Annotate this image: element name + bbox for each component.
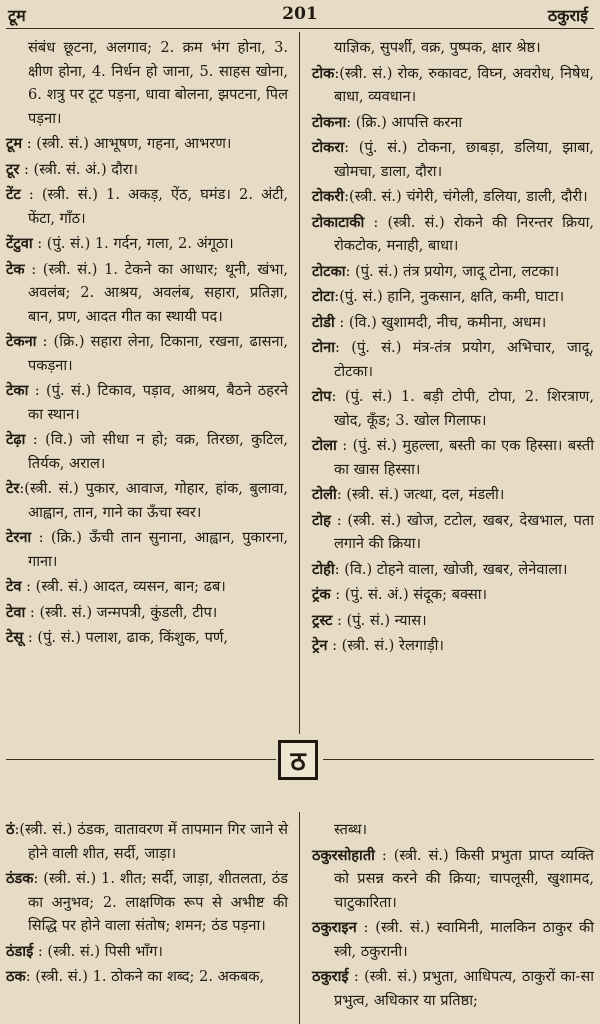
entry-headword: ट्रेन [312, 637, 328, 654]
entry-headword: टेढ़ा [6, 431, 26, 448]
dictionary-entry [6, 940, 288, 964]
entry-headword: टेवा [6, 603, 26, 621]
dictionary-entry [312, 844, 594, 915]
entry-headword: टोही [312, 560, 335, 578]
entry-headword: टेंट [6, 186, 21, 203]
entry-headword: ठंडाई [6, 942, 34, 960]
entry-definition: : (स्त्री. सं.) पिसी भाँग। [33, 942, 163, 960]
entry-definition: : (स्त्री. सं.) 1. टेकने का आधार; थूनी, खंभा, अवलंब; 2. आश्रय, अवलंब, सहारा, प्रतिज्ञा, बान, प्रण, आदत गीत का स्थायी पद। [24, 260, 288, 325]
entry-definition: : (स्त्री. सं.) खोज, टटोल, खबर, देखभाल, पता लगाने की क्रिया। [330, 511, 594, 552]
column-divider-top [299, 32, 300, 734]
dictionary-entry [6, 477, 288, 524]
entry-definition: :(पुं. सं.) हानि, नुकसान, क्षति, कमी, घाटा। [334, 288, 565, 305]
entry-definition: : (स्त्री. सं.) 1. ठोकने का शब्द; 2. अकबक, [25, 968, 265, 985]
entry-definition: : (पुं. सं.) मंत्र-तंत्र प्रयोग, अभिचार, जादू, टोटका। [334, 339, 594, 380]
column-divider-bottom [299, 812, 300, 1024]
entry-headword: ट्रस्ट [312, 611, 333, 629]
entry-headword: ठंडक [6, 870, 34, 887]
entry-headword: टेसू [6, 629, 24, 646]
header-last-guideword: ठकुराई [547, 6, 588, 25]
dictionary-entry [312, 916, 594, 963]
entry-headword: टूम [6, 135, 23, 152]
entry-definition: :(स्त्री. सं.) ठंडक, वातावरण में तापमान गिर जाने से होने वाली शीत, सर्दी, जाड़ा। [14, 821, 288, 862]
dictionary-entry [6, 36, 288, 130]
entry-definition: संबंध छूटना, अलगाव; 2. क्रम भंग होना, 3. क्षीण होना, 4. निर्धन हो जाना, 5. साहस खोना, 6. शत्रु पर टूट पड़ना, धावा बोलना, झपटना, पिल पड़ना। [28, 39, 288, 127]
entry-headword: ठकुरसोहाती [312, 846, 375, 864]
entry-definition: : (स्त्री. सं.) स्वामिनी, मालकिन ठाकुर की स्त्री, ठकुरानी। [334, 919, 594, 960]
entry-definition: : (स्त्री. सं.) आभूषण, गहना, आभरण। [22, 135, 232, 152]
column-bottom-right [312, 818, 594, 1014]
entry-definition: : (स्त्री. सं.) आदत, व्यसन, बान; ढब। [21, 578, 226, 595]
section-letter-box: ठ [278, 740, 318, 780]
entry-definition: : (वि.) खुशामदी, नीच, कमीना, अधम। [334, 313, 547, 331]
dictionary-entry [6, 232, 288, 256]
dictionary-entry [6, 330, 288, 377]
entry-headword: टोह [312, 511, 331, 529]
entry-definition: : (स्त्री. सं.) जन्मपत्री, कुंडली, टीप। [25, 603, 218, 621]
entry-headword: टोडी [312, 313, 335, 331]
dictionary-entry [312, 634, 594, 658]
entry-headword: टोप [312, 388, 332, 405]
dictionary-entry [312, 434, 594, 481]
dictionary-entry [312, 36, 594, 60]
entry-definition: : (स्त्री. सं.) जत्था, दल, मंडली। [336, 486, 505, 503]
entry-definition: : (स्त्री. सं.) 1. शीत; सर्दी, जाड़ा, शीतलता, ठंड का अनुभव; 2. लाक्षणिक रूप से अभीष्ट की सिद्धि पर होने वाला संतोष; शमन; ठंड पड़ना। [28, 870, 288, 934]
entry-definition: : (स्त्री. सं. अं.) दौरा। [19, 160, 139, 178]
dictionary-entry [6, 965, 288, 989]
dictionary-entry [6, 428, 288, 475]
dictionary-entry [6, 526, 288, 573]
entry-headword: ठकुराई [312, 968, 349, 985]
entry-definition: : (पुं. सं.) मुहल्ला, बस्ती का एक हिस्सा। बस्ती का खास हिस्सा। [334, 437, 594, 478]
entry-headword: टेव [6, 578, 22, 595]
dictionary-entry [6, 183, 288, 230]
column-top-right [312, 36, 594, 660]
header-rule [6, 28, 594, 29]
entry-definition: : (क्रि.) ऊँची तान सुनाना, आह्वान, पुकारना, गाना। [28, 529, 288, 570]
page-number: 201 [282, 4, 318, 24]
entry-definition: : (पुं. सं.) पलाश, ढाक, किंशुक, पर्ण, [23, 629, 229, 646]
entry-definition: : (पुं. सं.) टोकना, छाबड़ा, डलिया, झाबा, खोमचा, डाला, दौरा। [334, 139, 594, 180]
entry-definition: :(स्त्री. सं.) चंगेरी, चंगेली, डलिया, डाली, दौरी। [344, 188, 588, 205]
entry-headword: टोली [312, 486, 337, 503]
dictionary-entry [6, 818, 288, 865]
dictionary-entry [312, 965, 594, 1012]
entry-definition: : (स्त्री. सं.) किसी प्रभुता प्राप्त व्यक्ति को प्रसन्न करने की क्रिया; चापलूसी, खुशामद, चाटुकारिता। [334, 846, 594, 911]
entry-headword: टेर [6, 480, 20, 497]
entry-definition: :(स्त्री. सं.) पुकार, आवाज, गोहार, हांक, बुलावा, आह्वान, तान, गाने का ऊँचा स्वर। [19, 480, 288, 521]
dictionary-entry [312, 185, 594, 209]
dictionary-entry [6, 626, 288, 650]
entry-headword: टेक [6, 260, 25, 278]
dictionary-entry [312, 260, 594, 284]
dictionary-entry [312, 211, 594, 258]
section-rule-right [323, 759, 594, 760]
entry-definition: : (स्त्री. सं.) 1. अकड़, ऐंठ, घमंड। 2. अंटी, फेंटा, गाँठ। [20, 186, 288, 227]
entry-headword: टोटा [312, 288, 335, 305]
dictionary-entry [6, 867, 288, 938]
dictionary-entry [312, 583, 594, 607]
entry-definition: : (पुं. सं.) न्यास। [332, 611, 427, 629]
column-bottom-left [6, 818, 288, 991]
entry-definition: : (क्रि.) सहारा लेना, टिकाना, रखना, ढासना, पकड़ना। [28, 333, 288, 374]
entry-definition: : (वि.) जो सीधा न हो; वक्र, तिरछा, कुटिल, तिर्यक, अराल। [25, 431, 288, 472]
entry-headword: टोकना [312, 113, 347, 131]
entry-definition: :(स्त्री. सं.) रोक, रुकावट, विघ्न, अवरोध, निषेध, बाधा, व्यवधान। [334, 64, 594, 105]
entry-headword: टेकना [6, 333, 37, 350]
entry-headword: टोटका [312, 262, 346, 280]
entry-definition: : (स्त्री. सं.) रोकने की निरन्तर क्रिया, रोकटोक, मनाही, बाधा। [334, 213, 594, 254]
entry-headword: टूर [6, 160, 20, 178]
section-rule-left [6, 759, 276, 760]
entry-definition: स्तब्ध। [334, 821, 368, 838]
dictionary-entry [6, 575, 288, 599]
dictionary-entry [312, 336, 594, 383]
dictionary-entry [312, 285, 594, 309]
entry-headword: ठक [6, 968, 26, 985]
entry-headword: टेंटुवा [6, 235, 33, 252]
dictionary-entry [312, 385, 594, 432]
entry-definition: : (पुं. सं.) तंत्र प्रयोग, जादू टोना, लटका। [345, 262, 560, 280]
entry-headword: ठकुराइन [312, 919, 357, 936]
entry-definition: : (स्त्री. सं.) प्रभुता, आधिपत्य, ठाकुरों का-सा प्रभुत्व, अधिकार या प्रतिष्ठा; [334, 968, 594, 1009]
entry-definition: : (स्त्री. सं.) रेलगाड़ी। [327, 637, 444, 654]
entry-headword: टेका [6, 382, 29, 399]
dictionary-entry [6, 601, 288, 625]
dictionary-entry [312, 818, 594, 842]
entry-definition: : (पुं. सं. अं.) संदूक; बक्सा। [330, 586, 488, 603]
header-first-guideword: टूम [8, 6, 26, 25]
dictionary-entry [312, 311, 594, 335]
entry-headword: टोक [312, 64, 335, 82]
entry-headword: टोना [312, 339, 336, 356]
dictionary-entry [312, 62, 594, 109]
dictionary-entry [312, 609, 594, 633]
dictionary-entry [6, 379, 288, 426]
entry-headword: टोकरा [312, 139, 345, 156]
entry-headword: ट्रंक [312, 586, 331, 603]
dictionary-entry [6, 258, 288, 329]
dictionary-entry [312, 558, 594, 582]
entry-definition: : (वि.) टोहने वाला, खोजी, खबर, लेनेवाला। [334, 560, 568, 578]
entry-definition: याज्ञिक, सुपर्शी, वक्र, पुष्पक, क्षार श्रेष्ठ। [334, 39, 541, 56]
dictionary-entry [312, 111, 594, 135]
column-top-left [6, 36, 288, 652]
entry-headword: ठं [6, 821, 15, 838]
dictionary-entry [312, 483, 594, 507]
dictionary-entry [312, 136, 594, 183]
entry-headword: टोकरी [312, 188, 345, 205]
entry-definition: : (क्रि.) आपत्ति करना [346, 113, 463, 131]
dictionary-entry [6, 132, 288, 156]
entry-headword: टेरना [6, 529, 32, 546]
entry-definition: : (पुं. सं.) टिकाव, पड़ाव, आश्रय, बैठने ठहरने का स्थान। [28, 382, 288, 423]
entry-headword: टोला [312, 437, 337, 454]
dictionary-entry [6, 158, 288, 182]
entry-definition: : (पुं. सं.) 1. गर्दन, गला, 2. अंगूठा। [32, 235, 234, 252]
dictionary-entry [312, 509, 594, 556]
page-header [0, 0, 600, 28]
entry-definition: : (पुं. सं.) 1. बड़ी टोपी, टोपा, 2. शिरत्राण, खोद, कूँड; 3. खोल गिलाफ। [331, 388, 594, 429]
entry-headword: टोकाटाकी [312, 213, 365, 231]
